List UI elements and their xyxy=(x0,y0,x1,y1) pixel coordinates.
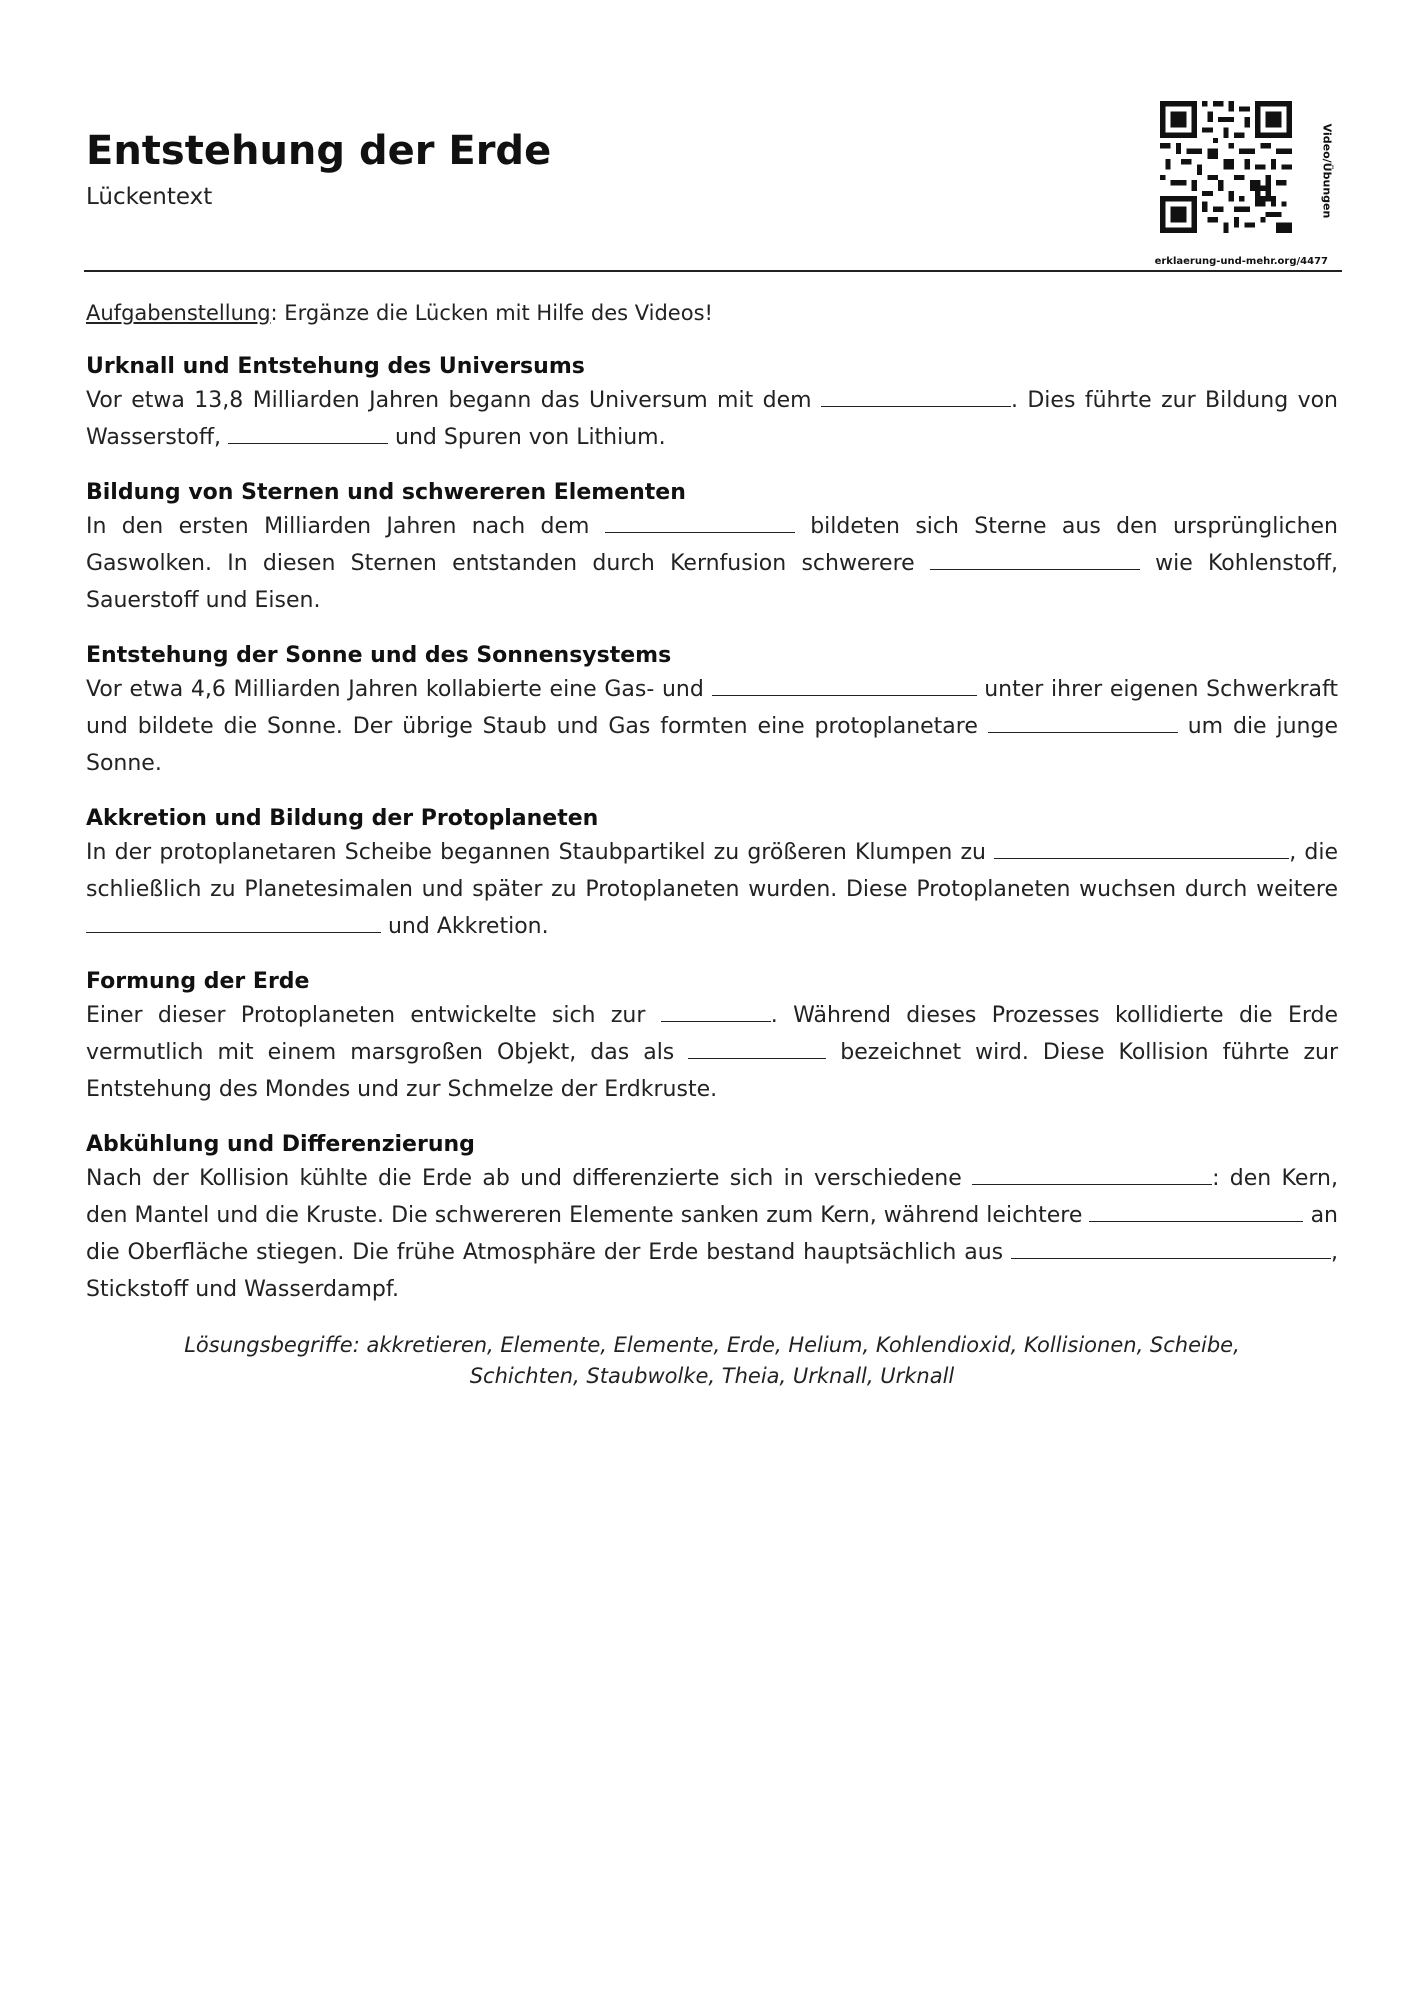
section-sterne xyxy=(86,478,1338,619)
gap-blank[interactable] xyxy=(821,384,1011,407)
section-text: Vor etwa 13,8 Milliarden Jahren begann das Universum mit dem . Dies führte zur Bildung von Wasserstoff, und Spuren von Lithium. xyxy=(86,382,1338,456)
worksheet-body xyxy=(86,298,1338,1392)
gap-blank[interactable] xyxy=(972,1162,1212,1185)
section-heading: Formung der Erde xyxy=(86,969,310,994)
gap-blank[interactable] xyxy=(605,510,795,533)
gap-blank[interactable] xyxy=(712,673,977,696)
solution-terms xyxy=(86,1330,1338,1392)
section-text: In der protoplanetaren Scheibe begannen Staubpartikel zu größeren Klumpen zu , die schließlich zu Planetesimalen und später zu Protoplaneten wurden. Diese Protoplaneten wuchsen durch weitere und Akkretion. xyxy=(86,834,1338,945)
gap-blank[interactable] xyxy=(688,1036,826,1059)
page-title: Entstehung der Erde xyxy=(86,128,552,174)
qr-side-label: Video/Übungen xyxy=(1320,123,1334,219)
task-instruction xyxy=(86,298,1338,328)
gap-blank[interactable] xyxy=(988,710,1178,733)
section-text: In den ersten Milliarden Jahren nach dem bildeten sich Sterne aus den ursprünglichen Gaswolken. In diesen Sternen entstanden durch Kernfusion schwerere wie Kohlenstoff, Sauerstoff und Eisen. xyxy=(86,508,1338,619)
solution-line: Lösungsbegriffe: akkretieren, Elemente, Elemente, Erde, Helium, Kohlendioxid, Kollisionen, Scheibe, xyxy=(184,1333,1240,1357)
task-label: Aufgabenstellung xyxy=(86,301,271,325)
section-heading: Urknall und Entstehung des Universums xyxy=(86,354,585,379)
gap-blank[interactable] xyxy=(930,547,1140,570)
section-sonne xyxy=(86,641,1338,782)
solution-line: Schichten, Staubwolke, Theia, Urknall, Urknall xyxy=(469,1364,955,1388)
section-heading: Akkretion und Bildung der Protoplaneten xyxy=(86,806,599,831)
gap-blank[interactable] xyxy=(1089,1199,1303,1222)
section-heading: Bildung von Sternen und schwereren Elementen xyxy=(86,480,686,505)
section-heading: Entstehung der Sonne und des Sonnensystems xyxy=(86,643,672,668)
gap-blank[interactable] xyxy=(86,910,381,933)
section-urknall xyxy=(86,352,1338,456)
section-abkuehlung xyxy=(86,1130,1338,1308)
section-text: Nach der Kollision kühlte die Erde ab und differenzierte sich in verschiedene : den Kern, den Mantel und die Kruste. Die schwereren Elemente sanken zum Kern, während leichtere an die Oberfläche stiegen. Die frühe Atmosphäre der Erde bestand hauptsächlich aus , Stickstoff und Wasserdampf. xyxy=(86,1160,1338,1308)
qr-code-icon[interactable] xyxy=(1160,100,1292,234)
gap-blank[interactable] xyxy=(661,999,771,1022)
page-subtitle: Lückentext xyxy=(86,184,213,210)
gap-blank[interactable] xyxy=(228,421,388,444)
task-text: : Ergänze die Lücken mit Hilfe des Videos! xyxy=(270,301,713,325)
section-text: Vor etwa 4,6 Milliarden Jahren kollabierte eine Gas- und unter ihrer eigenen Schwerkraft und bildete die Sonne. Der übrige Staub und Gas formten eine protoplanetare um die junge Sonne. xyxy=(86,671,1338,782)
section-akkretion xyxy=(86,804,1338,945)
gap-blank[interactable] xyxy=(1011,1236,1331,1259)
gap-blank[interactable] xyxy=(994,836,1289,859)
source-url[interactable]: erklaerung-und-mehr.org/4477 xyxy=(1154,256,1328,267)
header-divider xyxy=(84,270,1342,272)
section-heading: Abkühlung und Differenzierung xyxy=(86,1132,475,1157)
section-text: Einer dieser Protoplaneten entwickelte sich zur . Während dieses Prozesses kollidierte die Erde vermutlich mit einem marsgroßen Objekt, das als bezeichnet wird. Diese Kollision führte zur Entstehung des Mondes und zur Schmelze der Erdkruste. xyxy=(86,997,1338,1108)
section-formung xyxy=(86,967,1338,1108)
